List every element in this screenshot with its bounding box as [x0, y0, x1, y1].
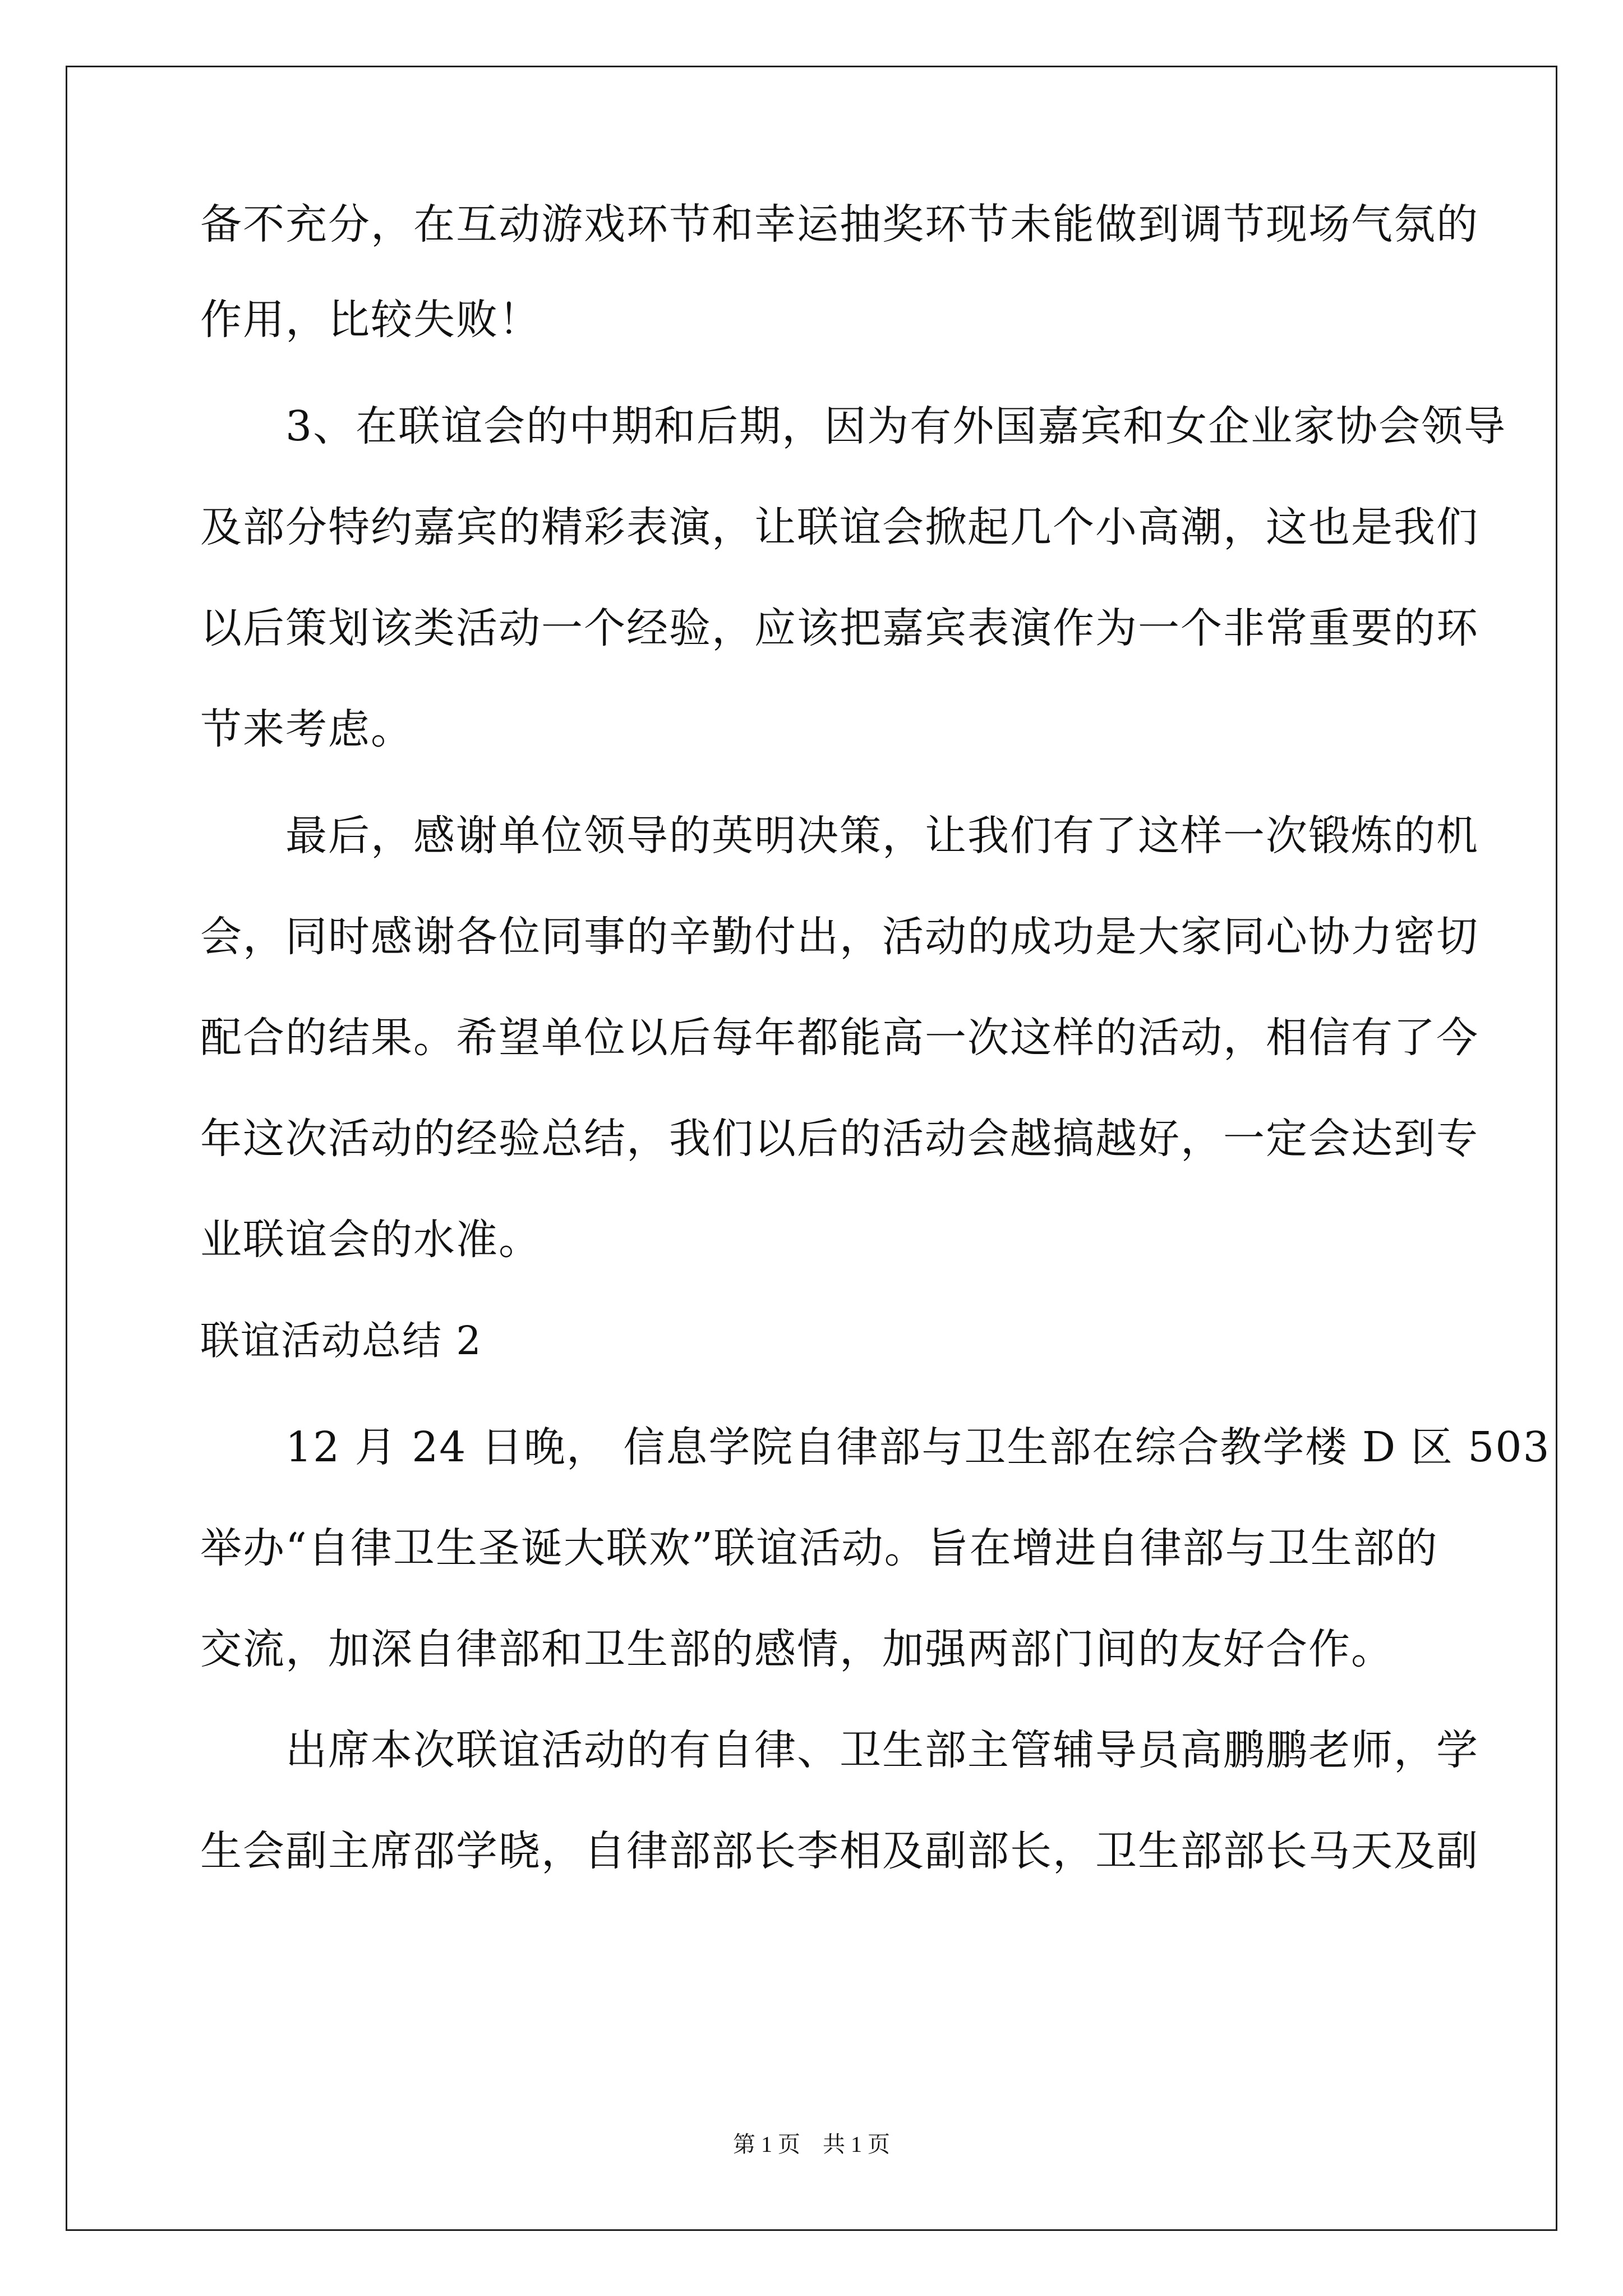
text-line: 生会副主席邵学晓，自律部部长李相及副部长，卫生部部长马天及副: [200, 1827, 1479, 1875]
text-line: 交流，加深自律部和卫生部的感情，加强两部门间的友好合作。: [200, 1625, 1394, 1673]
page-number: 第 1 页: [733, 2132, 800, 2157]
page-total: 共 1 页: [823, 2132, 890, 2157]
text-line: 最后，感谢单位领导的英明决策，让我们有了这样一次锻炼的机: [200, 812, 1479, 860]
text-line: 备不充分，在互动游戏环节和幸运抽奖环节未能做到调节现场气氛的: [200, 200, 1479, 249]
text-line: 以后策划该类活动一个经验，应该把嘉宾表演作为一个非常重要的环: [200, 604, 1479, 652]
text-line: 3、在联谊会的中期和后期，因为有外国嘉宾和女企业家协会领导: [200, 402, 1507, 450]
text-line: 12 月 24 日晚， 信息学院自律部与卫生部在综合教学楼 D 区 503: [200, 1423, 1551, 1471]
text-line: 会，同时感谢各位同事的辛勤付出，活动的成功是大家同心协力密切: [200, 913, 1479, 961]
text-line: 出席本次联谊活动的有自律、卫生部主管辅导员高鹏鹏老师，学: [200, 1726, 1479, 1774]
text-line: 及部分特约嘉宾的精彩表演，让联谊会掀起几个小高潮，这也是我们: [200, 503, 1479, 551]
text-line: 配合的结果。希望单位以后每年都能高一次这样的活动，相信有了今: [200, 1014, 1479, 1062]
text-line: 作用，比较失败！: [200, 296, 541, 344]
text-line: 举办“自律卫生圣诞大联欢”联谊活动。旨在增进自律部与卫生部的: [200, 1524, 1438, 1572]
text-line: 年这次活动的经验总结，我们以后的活动会越搞越好，一定会达到专: [200, 1115, 1479, 1163]
page-footer: [0, 2128, 1623, 2161]
text-line: 节来考虑。: [200, 705, 413, 753]
text-line: 业联谊会的水准。: [200, 1216, 541, 1264]
section-heading: 联谊活动总结 2: [200, 1318, 482, 1364]
